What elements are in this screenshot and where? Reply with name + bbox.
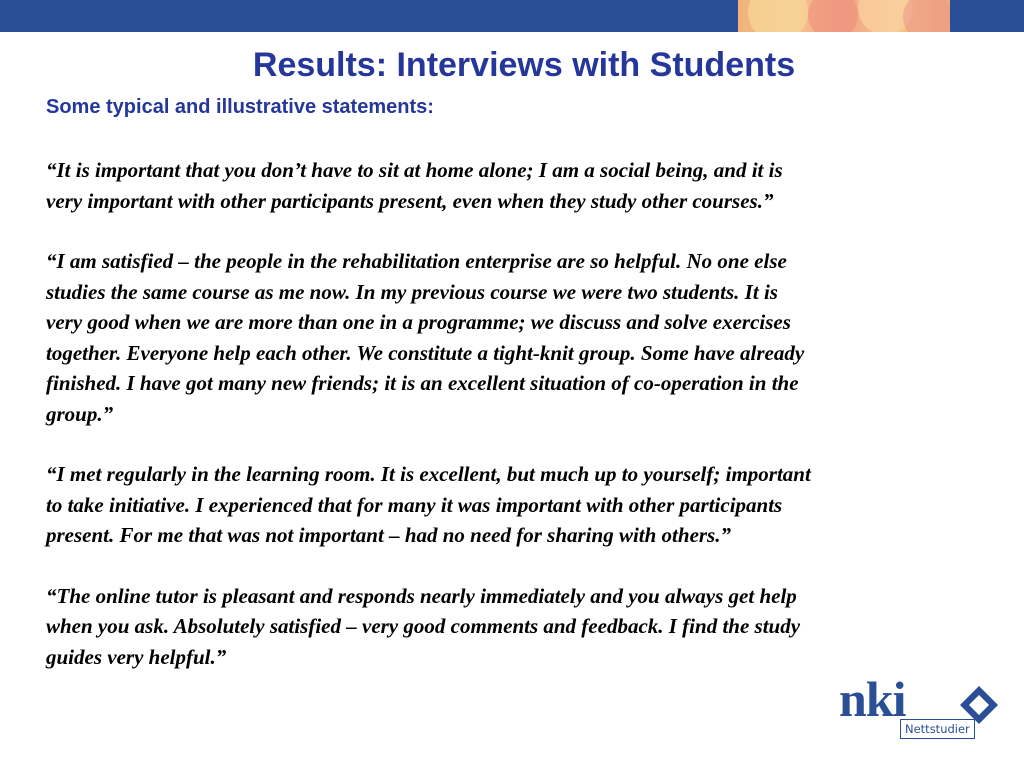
quote-line: “I met regularly in the learning room. It is excellent, but much up to yourself; important — [46, 462, 811, 486]
slide-subtitle: Some typical and illustrative statements: — [46, 96, 434, 118]
quote-line: “The online tutor is pleasant and responds nearly immediately and you always get help — [46, 583, 797, 608]
quote-line: finished. I have got many new friends; it is an excellent situation of co-operation in the — [46, 371, 799, 395]
header-bar — [0, 0, 1024, 32]
slide-title: Results: Interviews with Students — [252, 46, 796, 84]
quote-line: very important with other participants present, even when they study other courses.” — [46, 188, 774, 213]
quote-item — [46, 246, 996, 429]
quote-line: “It is important that you don’t have to sit at home alone; I am a social being, and it is — [46, 158, 783, 182]
quote-item — [46, 155, 996, 216]
quote-list — [46, 155, 996, 702]
quote-line: to take initiative. I experienced that for many it was important with other participants — [46, 492, 783, 517]
quote-line: studies the same course as me now. In my previous course we were two students. It is — [46, 279, 778, 304]
quote-line: guides very helpful.” — [46, 644, 227, 669]
quote-line: “I am satisfied – the people in the rehabilitation enterprise are so helpful. No one else — [46, 249, 787, 273]
quote-line: when you ask. Absolutely satisfied – very good comments and feedback. I find the study — [46, 614, 801, 638]
quote-item — [46, 459, 996, 551]
quote-line: present. For me that was not important – had no need for sharing with others.” — [46, 523, 731, 547]
quote-line: together. Everyone help each other. We constitute a tight-knit group. Some have already — [46, 340, 805, 365]
quote-line: group.” — [46, 401, 114, 426]
quote-line: very good when we are more than one in a programme; we discuss and solve exercises — [46, 310, 791, 334]
header-photo-strip — [738, 0, 950, 32]
logo-wordmark: nki — [839, 671, 906, 727]
quote-item — [46, 581, 996, 673]
logo-tagline: Nettstudier — [900, 719, 975, 739]
nki-logo — [833, 672, 1005, 750]
